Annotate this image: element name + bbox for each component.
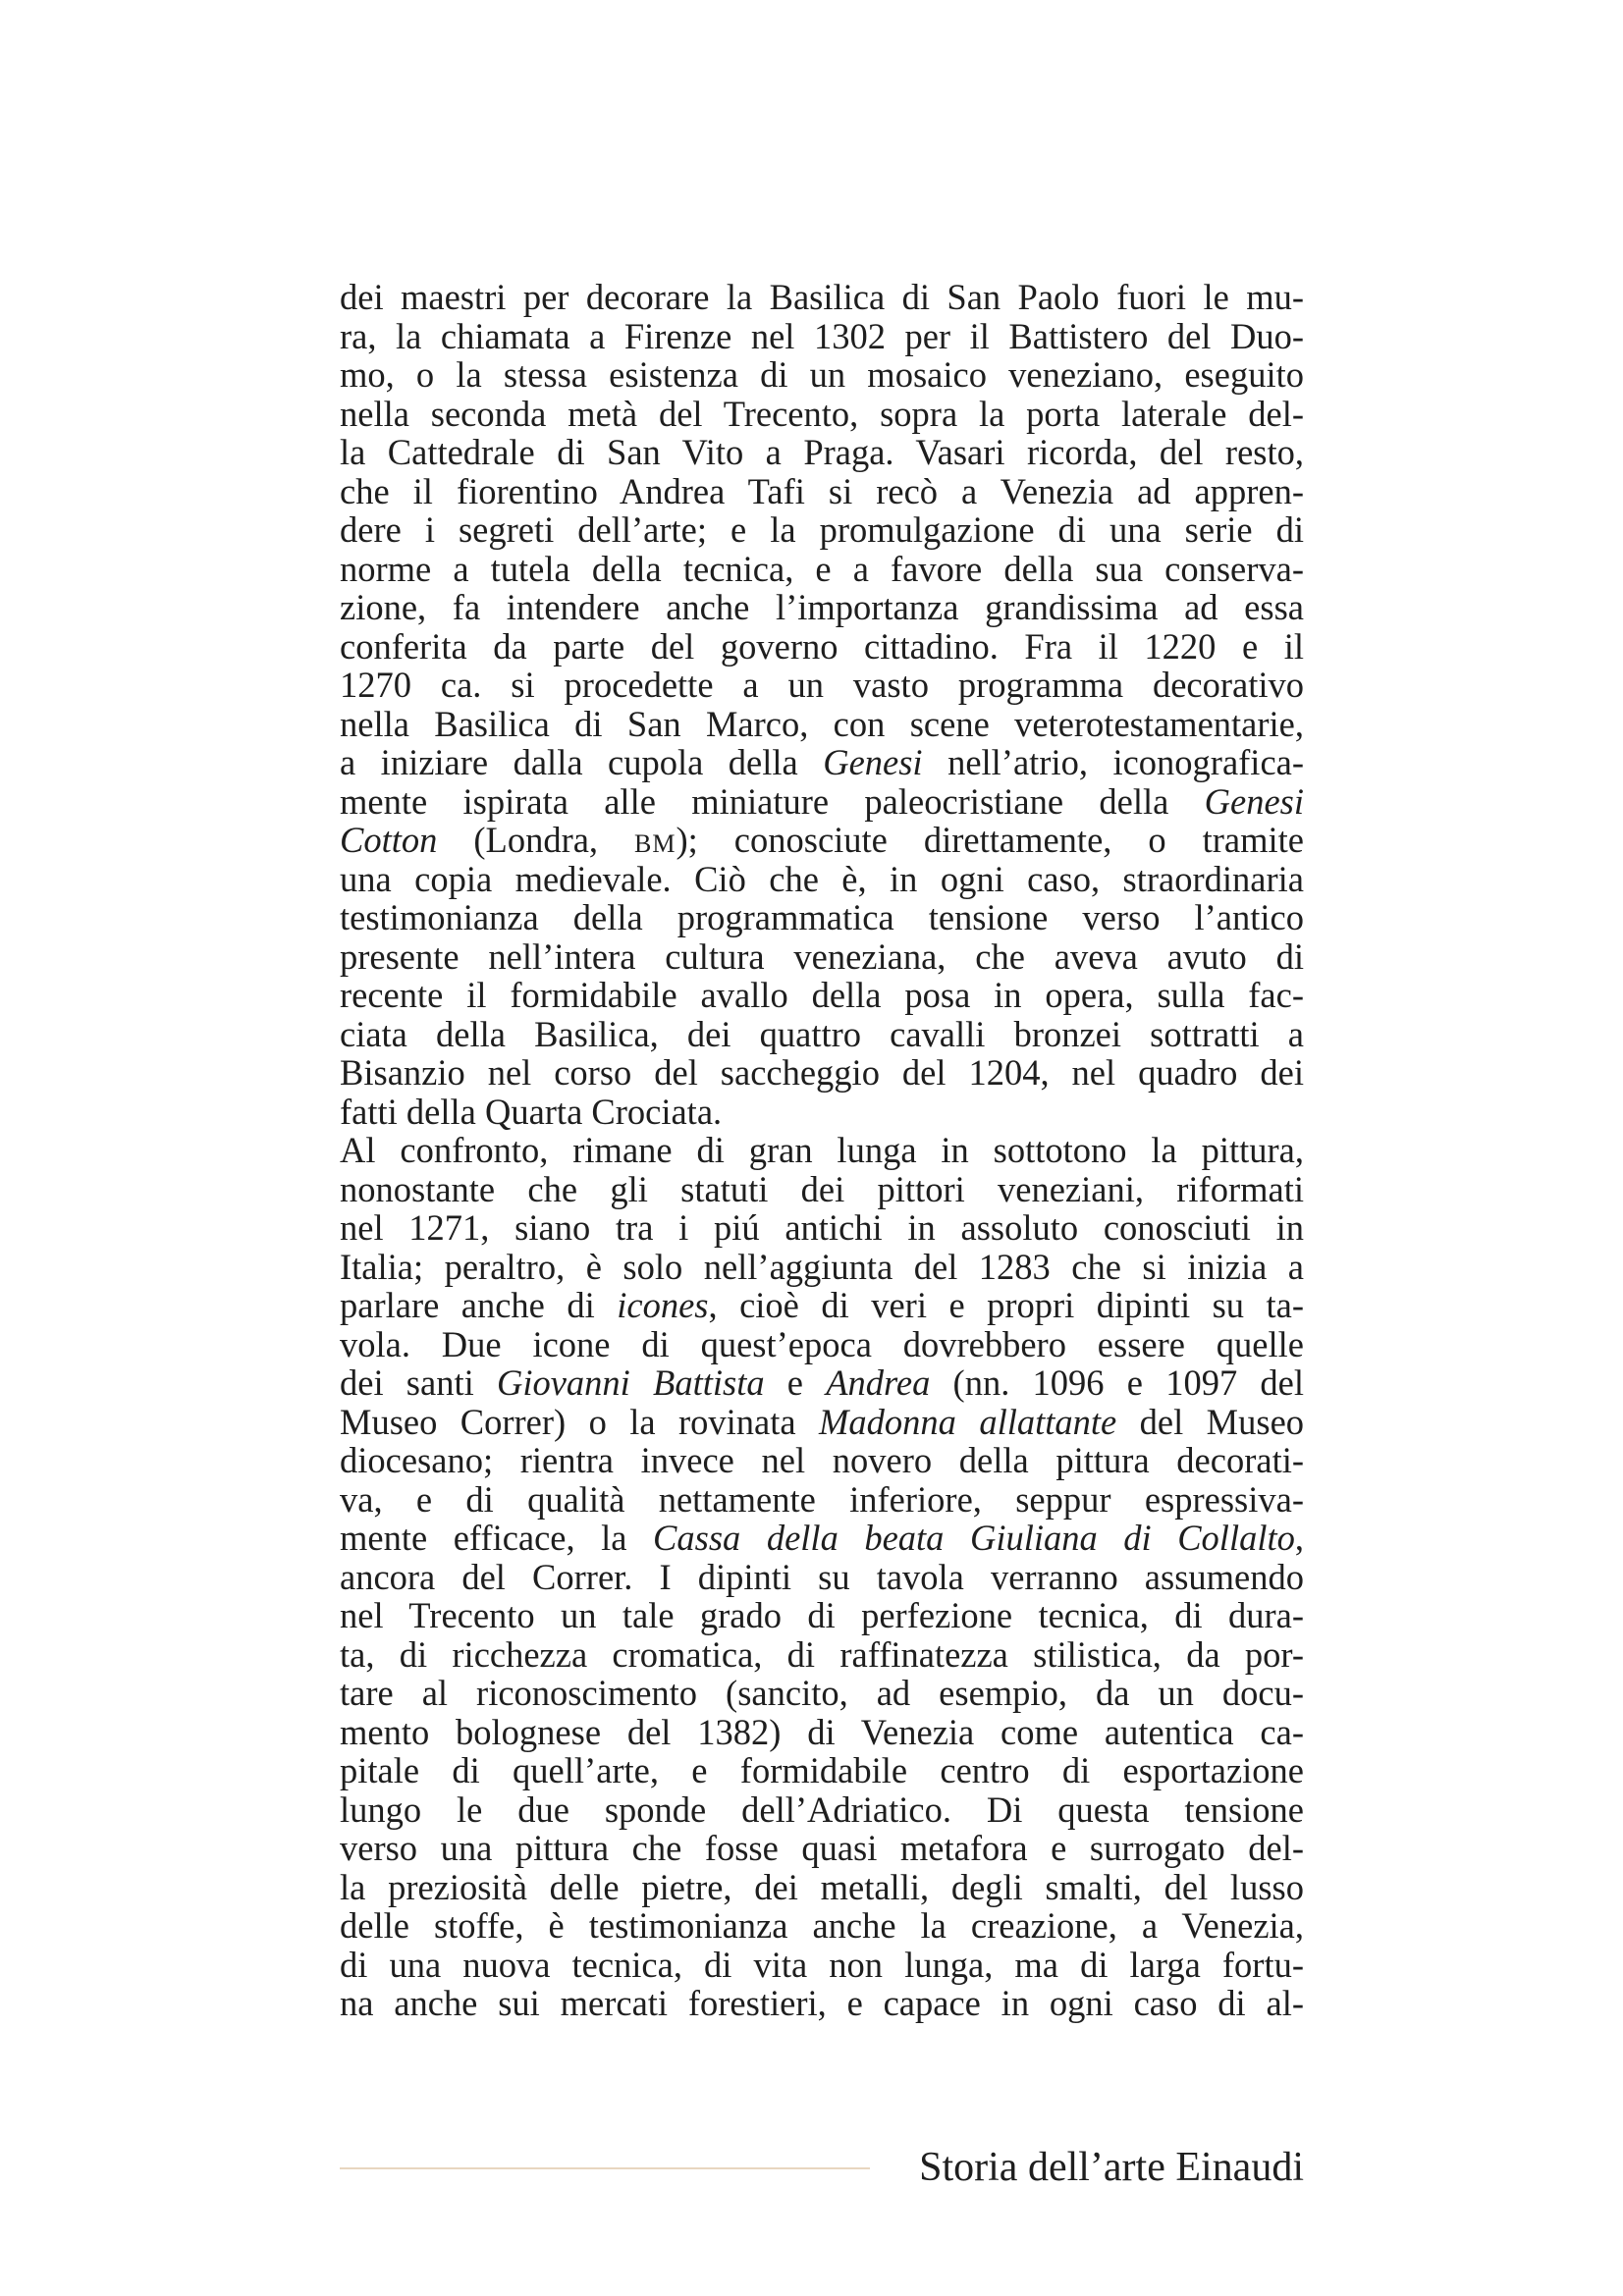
text-run: ciata della Basilica, dei quattro cavalli bronzei sottratti a: [340, 1013, 1304, 1054]
italic-title: Genesi: [823, 742, 923, 782]
italic-title: Giovanni Battista: [496, 1362, 765, 1403]
text-run: lungo le due sponde dell’Adriatico. Di questa tensione: [340, 1789, 1304, 1830]
text-line: [340, 937, 1304, 977]
text-run: vola. Due icone di quest’epoca dovrebbero essere quelle: [340, 1323, 1304, 1364]
text-line: [340, 782, 1304, 822]
text-line: [340, 1596, 1304, 1635]
text-run: nel 1271, siano tra i piú antichi in assoluto conosciuti in: [340, 1207, 1304, 1248]
text-run: verso una pittura che fosse quasi metafora e surrogato del-: [340, 1828, 1304, 1868]
text-line: [340, 355, 1304, 395]
text-run: parlare anche di: [340, 1285, 618, 1325]
text-line: [340, 821, 1304, 860]
text-line: [340, 1519, 1304, 1558]
text-line: [340, 1635, 1304, 1675]
text-run: Bisanzio nel corso del saccheggio del 1204, nel quadro dei: [340, 1052, 1304, 1093]
text-line: [340, 627, 1304, 667]
body-text: [340, 278, 1304, 2023]
text-line: [340, 550, 1304, 589]
text-line: [340, 1093, 1304, 1132]
italic-title: Andrea: [826, 1362, 931, 1403]
text-line: [340, 433, 1304, 472]
text-run: tare al riconoscimento (sancito, ad esempio, da un docu-: [340, 1673, 1304, 1713]
text-run: una copia medievale. Ciò che è, in ogni caso, straordinaria: [340, 858, 1304, 899]
text-run: delle stoffe, è testimonianza anche la creazione, a Venezia,: [340, 1905, 1304, 1946]
text-run: ancora del Correr. I dipinti su tavola verranno assumendo: [340, 1556, 1304, 1597]
text-line: [340, 1131, 1304, 1170]
text-line: [340, 395, 1304, 434]
text-run: Al confronto, rimane di gran lunga in sottotono la pittura,: [340, 1130, 1304, 1170]
text-run: a iniziare dalla cupola della: [340, 742, 824, 782]
text-line: [340, 1248, 1304, 1287]
italic-title: Madonna allattante: [819, 1401, 1117, 1442]
text-run: , cioè di veri e propri dipinti su ta-: [708, 1285, 1305, 1325]
text-run: ra, la chiamata a Firenze nel 1302 per il Battistero del Duo-: [340, 315, 1304, 356]
text-line: [340, 1015, 1304, 1054]
text-line: [340, 1906, 1304, 1946]
text-run: la preziosità delle pietre, dei metalli, degli smalti, del lusso: [340, 1866, 1304, 1907]
text-line: [340, 898, 1304, 937]
text-run: mente efficace, la: [340, 1518, 654, 1558]
text-run: (Londra,: [437, 820, 635, 860]
page-footer: [340, 2143, 1304, 2192]
footer-rule: [340, 2167, 870, 2169]
italic-term: icones: [617, 1285, 709, 1325]
text-run: del Museo: [1116, 1401, 1305, 1442]
text-run: nella seconda metà del Trecento, sopra la porta laterale del-: [340, 393, 1304, 434]
italic-title: Genesi: [1204, 780, 1304, 822]
text-run: na anche sui mercati forestieri, e capace in ogni caso di al-: [340, 1983, 1304, 2023]
text-line: [340, 1286, 1304, 1325]
text-run: dere i segreti dell’arte; e la promulgazione di una serie di: [340, 509, 1304, 550]
text-run: e: [764, 1362, 827, 1403]
text-run: 1270 ca. si procedette a un vasto programma decorativo: [340, 665, 1304, 705]
text-line: [340, 1325, 1304, 1364]
text-run: Italia; peraltro, è solo nell’aggiunta del 1283 che si inizia a: [340, 1246, 1304, 1287]
footer-title: Storia dell’arte Einaudi: [919, 2145, 1304, 2190]
text-run: testimonianza della programmatica tensione verso l’antico: [340, 897, 1304, 937]
text-line: [340, 1441, 1304, 1480]
text-run: mo, o la stessa esistenza di un mosaico veneziano, eseguito: [340, 354, 1304, 395]
text-run: (nn. 1096 e 1097 del: [930, 1362, 1305, 1403]
text-line: [340, 1208, 1304, 1248]
text-run: mente ispirata alle miniature paleocristiane della: [340, 780, 1205, 822]
text-run: zione, fa intendere anche l’importanza grandissima ad essa: [340, 587, 1304, 627]
text-run: va, e di qualità nettamente inferiore, seppur espressiva-: [340, 1478, 1304, 1520]
text-run: Museo Correr) o la rovinata: [340, 1401, 820, 1442]
text-line: [340, 1558, 1304, 1597]
text-line: [340, 1170, 1304, 1209]
text-run: dei santi: [340, 1362, 497, 1403]
text-run: ta, di ricchezza cromatica, di raffinatezza stilistica, da por-: [340, 1633, 1304, 1675]
text-line: [340, 588, 1304, 627]
text-run: nel Trecento un tale grado di perfezione tecnica, di dura-: [340, 1595, 1304, 1635]
text-line: [340, 1984, 1304, 2023]
text-line: [340, 278, 1304, 317]
text-run: nella Basilica di San Marco, con scene veterotestamentarie,: [340, 703, 1304, 744]
small-caps-abbrev: BM: [634, 829, 676, 858]
text-run: ); conosciute direttamente, o tramite: [676, 820, 1304, 860]
text-run: pitale di quell’arte, e formidabile centro di esportazione: [340, 1750, 1304, 1790]
text-line: [340, 705, 1304, 744]
text-line: [340, 1480, 1304, 1520]
text-run: mento bolognese del 1382) di Venezia come autentica ca-: [340, 1711, 1304, 1752]
text-run: ,: [1294, 1518, 1304, 1558]
text-line: [340, 1363, 1304, 1403]
text-line: [340, 1053, 1304, 1093]
text-run: nell’atrio, iconografica-: [922, 742, 1304, 782]
text-line: [340, 743, 1304, 782]
text-line: [340, 1403, 1304, 1442]
text-run: conferita da parte del governo cittadino. Fra il 1220 e il: [340, 625, 1304, 667]
text-run: la Cattedrale di San Vito a Praga. Vasari ricorda, del resto,: [340, 432, 1304, 472]
text-run: che il fiorentino Andrea Tafi si recò a Venezia ad appren-: [340, 470, 1304, 511]
text-line: [340, 860, 1304, 899]
text-line: [340, 1674, 1304, 1713]
text-run: recente il formidabile avallo della posa in opera, sulla fac-: [340, 975, 1304, 1015]
text-line: [340, 1790, 1304, 1830]
text-line: [340, 472, 1304, 511]
text-line: [340, 666, 1304, 705]
text-run: presente nell’intera cultura veneziana, che aveva avuto di: [340, 935, 1304, 977]
text-line: [340, 1751, 1304, 1790]
text-line: [340, 976, 1304, 1015]
text-run: dei maestri per decorare la Basilica di San Paolo fuori le mu-: [340, 277, 1304, 317]
text-run: nonostante che gli statuti dei pittori veneziani, riformati: [340, 1168, 1304, 1209]
text-line: [340, 1829, 1304, 1868]
text-line: [340, 1946, 1304, 1985]
text-run: di una nuova tecnica, di vita non lunga, ma di larga fortu-: [340, 1944, 1304, 1985]
text-run: norme a tutela della tecnica, e a favore della sua conserva-: [340, 548, 1304, 589]
text-line: [340, 1868, 1304, 1907]
italic-title: Cassa della beata Giuliana di Collalto: [653, 1518, 1295, 1558]
italic-title: Cotton: [340, 820, 438, 860]
text-line: [340, 1713, 1304, 1752]
text-line: [340, 317, 1304, 356]
text-run: diocesano; rientra invece nel novero della pittura decorati-: [340, 1440, 1304, 1480]
text-run: fatti della Quarta Crociata.: [340, 1091, 723, 1132]
text-line: [340, 510, 1304, 550]
